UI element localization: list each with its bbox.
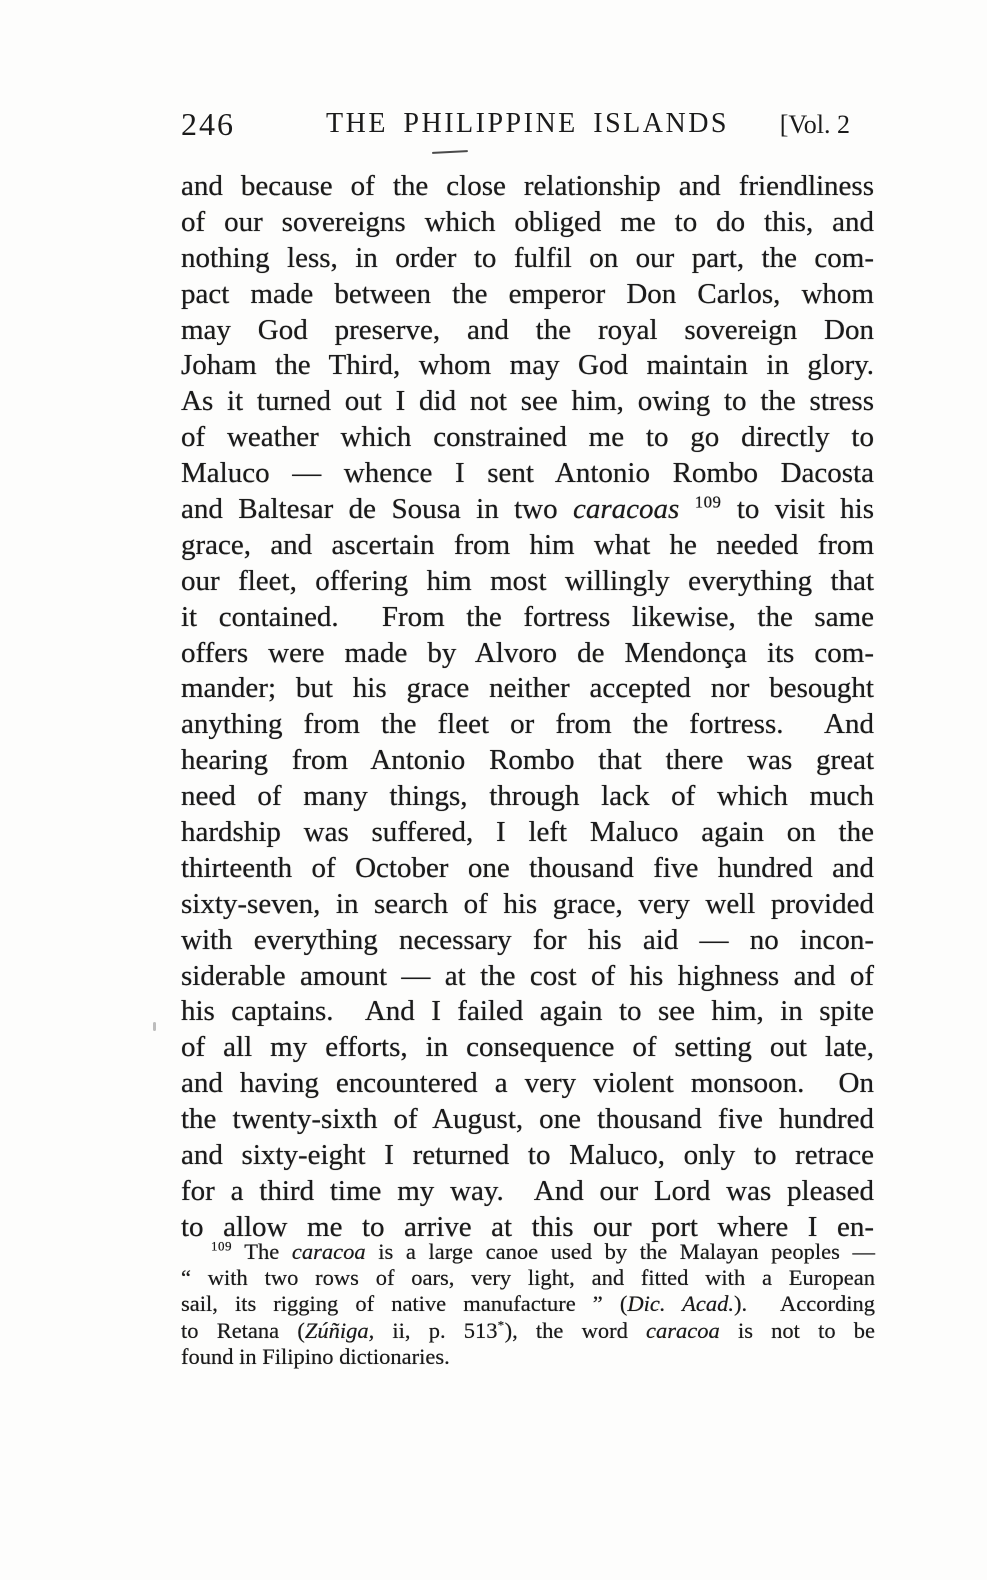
text-line bbox=[181, 1344, 875, 1370]
text-line bbox=[181, 671, 874, 707]
text-line bbox=[181, 1174, 874, 1210]
text-segment bbox=[679, 493, 694, 525]
text-segment: ii, p. 513 bbox=[374, 1317, 498, 1343]
italic-text-segment: Zúñiga, bbox=[304, 1317, 375, 1343]
body-text bbox=[181, 169, 874, 1246]
page-header bbox=[181, 102, 874, 144]
scan-dash-artifact bbox=[432, 150, 468, 154]
text-segment: sixty-seven, in search of his grace, very well provided bbox=[181, 887, 874, 920]
text-segment: The bbox=[232, 1239, 292, 1264]
text-segment: grace, and ascertain from him what he needed from bbox=[181, 528, 874, 561]
text-segment: pact made between the emperor Don Carlos, whom bbox=[181, 277, 874, 310]
text-line bbox=[181, 600, 874, 636]
text-segment: ). According bbox=[734, 1291, 876, 1317]
italic-text-segment: caracoa bbox=[291, 1239, 366, 1264]
text-segment: and because of the close relationship and friendliness bbox=[181, 170, 874, 202]
text-line bbox=[181, 384, 874, 420]
text-line bbox=[181, 779, 874, 815]
text-segment: thirteenth of October one thousand five hundred and bbox=[181, 851, 874, 884]
text-line bbox=[181, 492, 874, 528]
volume-label: [Vol. 2 bbox=[779, 110, 850, 139]
footnote-reference: 109 bbox=[211, 1238, 233, 1254]
text-segment: of all my efforts, in consequence of setting out late, bbox=[181, 1031, 874, 1064]
text-line bbox=[181, 1318, 875, 1344]
text-segment: his captains. And I failed again to see him, in spite bbox=[181, 995, 874, 1028]
text-line bbox=[181, 564, 874, 600]
text-segment: hearing from Antonio Rombo that there was great bbox=[181, 744, 874, 777]
italic-text-segment: Dic. Acad. bbox=[627, 1291, 734, 1317]
text-segment: “ with two rows of oars, very light, and fitted with a European bbox=[181, 1265, 875, 1291]
text-line bbox=[181, 277, 874, 313]
text-segment: to allow me to arrive at this our port where I en- bbox=[181, 1210, 874, 1243]
running-title: THE PHILIPPINE ISLANDS bbox=[326, 108, 729, 139]
text-line bbox=[181, 348, 874, 384]
text-segment: for a third time my way. And our Lord was pleased bbox=[181, 1174, 874, 1207]
text-segment: is not to be bbox=[719, 1317, 875, 1343]
text-segment: to visit his bbox=[721, 493, 875, 526]
text-segment: need of many things, through lack of which much bbox=[181, 780, 874, 813]
text-line bbox=[181, 1102, 874, 1138]
text-line bbox=[181, 420, 874, 456]
text-segment: nothing less, in order to fulfil on our part, the com- bbox=[181, 241, 874, 274]
text-line bbox=[181, 636, 874, 672]
footnote bbox=[181, 1239, 875, 1370]
text-line bbox=[181, 313, 874, 349]
text-line bbox=[181, 169, 874, 205]
text-line bbox=[181, 1291, 875, 1317]
text-segment: and sixty-eight I returned to Maluco, only to retrace bbox=[181, 1139, 874, 1172]
text-segment: the twenty-sixth of August, one thousand five hundred bbox=[181, 1103, 874, 1136]
text-segment: of weather which constrained me to go directly to bbox=[181, 421, 874, 454]
text-line bbox=[181, 241, 874, 277]
text-segment: sail, its rigging of native manufacture ” ( bbox=[181, 1291, 628, 1317]
text-line bbox=[181, 959, 874, 995]
text-segment: hardship was suffered, I left Maluco again on the bbox=[181, 816, 874, 849]
text-line bbox=[181, 1239, 875, 1265]
text-segment: and Baltesar de Sousa in two bbox=[181, 493, 573, 526]
text-segment: offers were made by Alvoro de Mendonça its com- bbox=[181, 636, 874, 669]
text-line bbox=[181, 1066, 874, 1102]
italic-text-segment: caracoas bbox=[573, 493, 680, 526]
text-line bbox=[181, 743, 874, 779]
text-line bbox=[181, 456, 874, 492]
text-line bbox=[181, 815, 874, 851]
text-segment: is a large canoe used by the Malayan peoples — bbox=[365, 1239, 875, 1264]
text-line bbox=[181, 707, 874, 743]
text-segment: Joham the Third, whom may God maintain in glory. bbox=[181, 349, 874, 382]
text-line bbox=[181, 923, 874, 959]
text-segment: to Retana ( bbox=[181, 1317, 305, 1343]
scan-speck-artifact bbox=[153, 1022, 156, 1031]
text-segment: it contained. From the fortress likewise, the same bbox=[181, 600, 874, 633]
text-segment: our fleet, offering him most willingly everything that bbox=[181, 564, 874, 597]
text-line bbox=[181, 994, 874, 1030]
text-segment: with everything necessary for his aid — no incon- bbox=[181, 923, 874, 956]
text-segment: may God preserve, and the royal sovereign Don bbox=[181, 313, 874, 346]
text-line bbox=[181, 887, 874, 923]
text-segment: of our sovereigns which obliged me to do this, and bbox=[181, 205, 874, 238]
text-line bbox=[181, 851, 874, 887]
text-segment: found in Filipino dictionaries. bbox=[181, 1343, 450, 1369]
text-line bbox=[181, 1030, 874, 1066]
footnote-reference: 109 bbox=[694, 492, 722, 512]
page-number: 246 bbox=[181, 106, 235, 142]
text-line bbox=[181, 1138, 874, 1174]
footnote-reference: * bbox=[497, 1317, 505, 1333]
text-line bbox=[181, 1265, 875, 1291]
italic-text-segment: caracoa bbox=[646, 1317, 720, 1343]
text-segment: mander; but his grace neither accepted nor besought bbox=[181, 672, 874, 705]
text-line bbox=[181, 205, 874, 241]
text-segment: and having encountered a very violent monsoon. On bbox=[181, 1067, 874, 1100]
text-segment: anything from the fleet or from the fortress. And bbox=[181, 708, 874, 741]
text-segment: As it turned out I did not see him, owing to the stress bbox=[181, 385, 874, 418]
text-segment: siderable amount — at the cost of his highness and of bbox=[181, 959, 874, 992]
text-line bbox=[181, 528, 874, 564]
text-segment: Maluco — whence I sent Antonio Rombo Dacosta bbox=[181, 457, 874, 490]
text-segment: ), the word bbox=[504, 1317, 647, 1343]
